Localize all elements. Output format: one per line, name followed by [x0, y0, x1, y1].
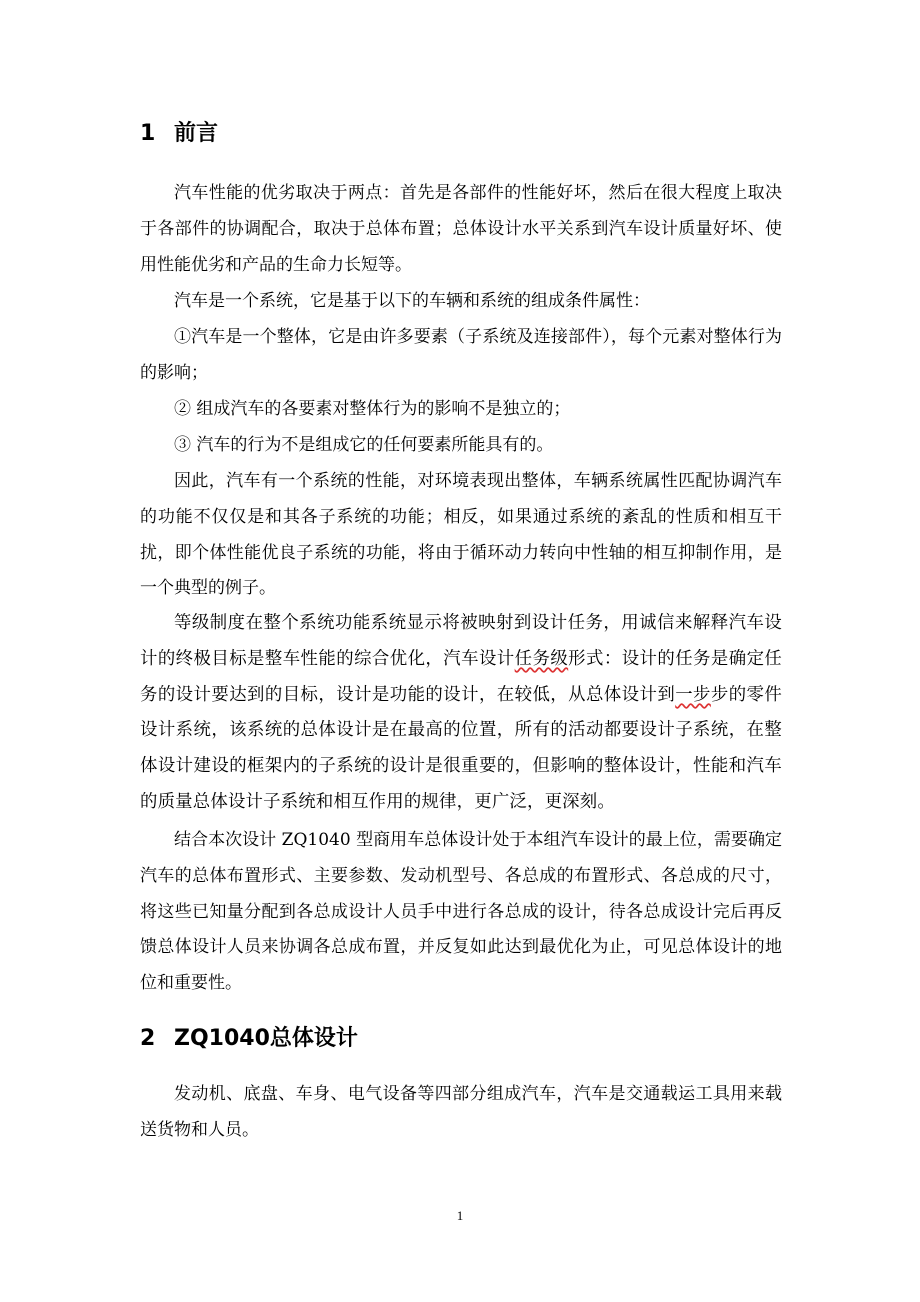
section-title: 前言 [174, 121, 219, 146]
section-number: 2 [140, 1026, 156, 1051]
paragraph: 因此，汽车有一个系统的性能，对环境表现出整体，车辆系统属性匹配协调汽车的功能不仅仅是和其各子系统的功能；相反，如果通过系统的紊乱的性质和相互干扰，即个体性能优良子系统的功能，将由于循环动力转向中性轴的相互抑制作用，是一个典型的例子。 [140, 471, 782, 599]
text-run: 步的零件设计系统，该系统的总体设计是在最高的位置，所有的活动都要设计子系统，在整体设计建设的框架内的子系统的设计是很重要的，但影响的整体设计，性能和汽车的质量总体设计子系统和相互作用的规律，更广泛，更深刻。 [140, 684, 782, 812]
section-number: 1 [140, 121, 156, 146]
paragraph: 发动机、底盘、车身、电气设备等四部分组成汽车，汽车是交通载运工具用来载送货物和人员。 [140, 1084, 782, 1140]
text-run: 形式：设计的任务是确定任务的设计要达到的目标，设计是功能的设计，在较低，从总体设计到 [140, 648, 783, 705]
paragraph-translated [140, 606, 782, 821]
spellcheck-mark: 一步 [675, 684, 711, 705]
text-run: 等级制度在整个系统功能系统显示将被映射到设计任务，用诚信来解释汽车设计的终极目标是整车性能的综合优化，汽车设计 [140, 613, 782, 669]
list-item: ③ 汽车的行为不是组成它的任何要素所能具有的。 [174, 435, 554, 455]
paragraph: 汽车性能的优劣取决于两点：首先是各部件的性能好坏，然后在很大程度上取决于各部件的协调配合，取决于总体布置；总体设计水平关系到汽车设计质量好坏、使用性能优劣和产品的生命力长短等。 [140, 183, 782, 275]
paragraph: 结合本次设计 ZQ1040 型商用车总体设计处于本组汽车设计的最上位，需要确定汽车的总体布置形式、主要参数、发动机型号、各总成的布置形式、各总成的尺寸，将这些已知量分配到各总成设计人员手中进行各总成的设计，待各总成设计完后再反馈总体设计人员来协调各总成布置，并反复如此达到最优化为止，可见总体设计的地位和重要性。 [140, 830, 782, 994]
list-item: ② 组成汽车的各要素对整体行为的影响不是独立的； [174, 399, 571, 419]
spellcheck-mark: 任务级 [514, 648, 569, 669]
page-number: 1 [456, 1208, 464, 1223]
list-item: ①汽车是一个整体，它是由许多要素（子系统及连接部件），每个元素对整体行为的影响； [140, 327, 782, 383]
section-heading-1 [140, 119, 218, 149]
section-title: ZQ1040总体设计 [174, 1026, 358, 1051]
section-heading-2 [140, 1024, 358, 1054]
paragraph: 汽车是一个系统，它是基于以下的车辆和系统的组成条件属性： [174, 291, 650, 311]
